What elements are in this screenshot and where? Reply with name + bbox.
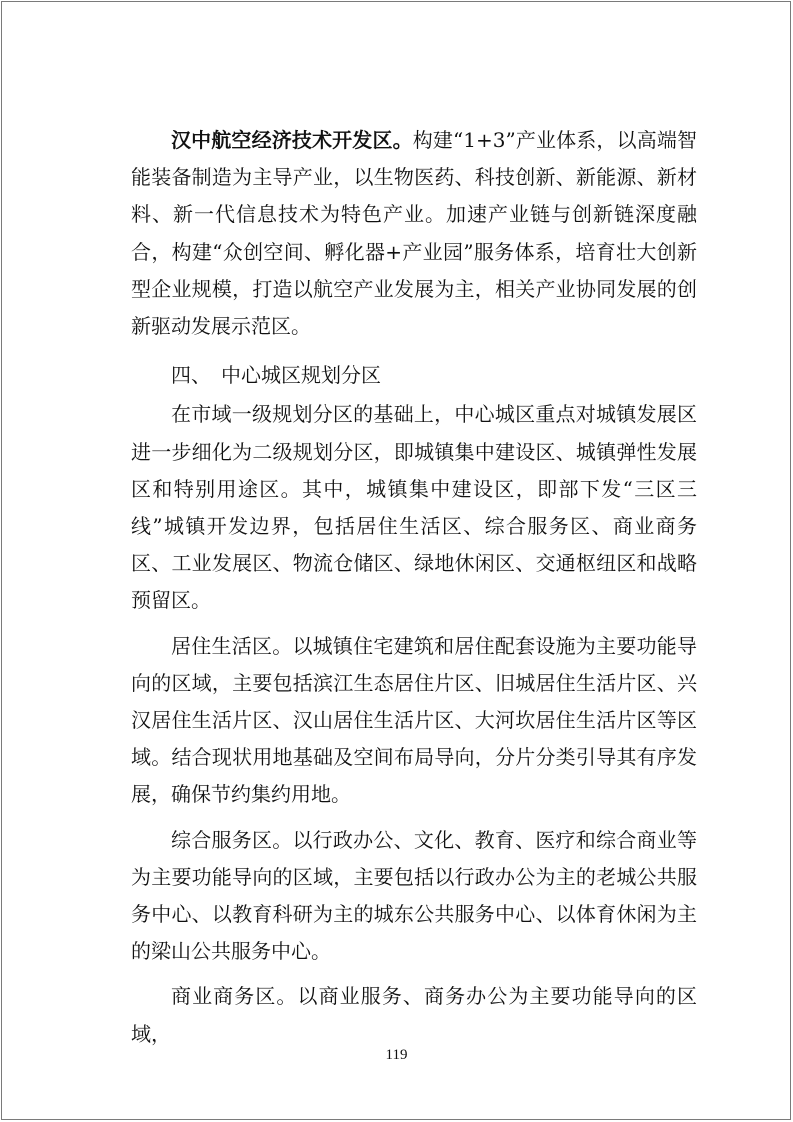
paragraph-zoning-intro: 在市域一级规划分区的基础上，中心城区重点对城镇发展区进一步细化为二级规划分区，即城镇集中建设区、城镇弹性发展区和特别用途区。其中，城镇集中建设区，即部下发“三区三线”城镇开发边界，包括居住生活区、综合服务区、商业商务区、工业发展区、物流仓储区、绿地休闲区、交通枢纽区和战略预留区。 [131,402,697,613]
paragraph-text: 构建“1+3”产业体系，以高端智能装备制造为主导产业，以生物医药、科技创新、新能源、新材料、新一代信息技术为特色产业。加速产业链与创新链深度融合，构建“众创空间、孵化器+产业园”服务体系，培育壮大创新型企业规模，打造以航空产业发展为主，相关产业协同发展的创新驱动发展示范区。 [131,128,698,339]
page-number: 119 [385,1047,408,1063]
document-body [131,122,697,1053]
section-heading [131,357,697,394]
paragraph-lead-title: 汉中航空经济技术开发区。 [171,128,413,152]
paragraph-commercial-zone: 商业商务区。以商业服务、商务办公为主要功能导向的区域， [131,984,697,1046]
section-title: 中心城区规划分区 [221,363,381,388]
section-number: 四、 [171,363,211,388]
paragraph-residential-zone: 居住生活区。以城镇住宅建筑和居住配套设施为主要功能导向的区域，主要包括滨江生态居住片区、旧城居住生活片区、兴汉居住生活片区、汉山居住生活片区、大河坎居住生活片区等区域。结合现状用地基础及空间布局导向，分片分类引导其有序发展，确保节约集约用地。 [131,633,697,807]
paragraph-service-zone: 综合服务区。以行政办公、文化、教育、医疗和综合商业等为主要功能导向的区域，主要包括以行政办公为主的老城公共服务中心、以教育科研为主的城东公共服务中心、以体育休闲为主的梁山公共服务中心。 [131,827,697,964]
paragraph-aviation-zone [131,122,697,345]
